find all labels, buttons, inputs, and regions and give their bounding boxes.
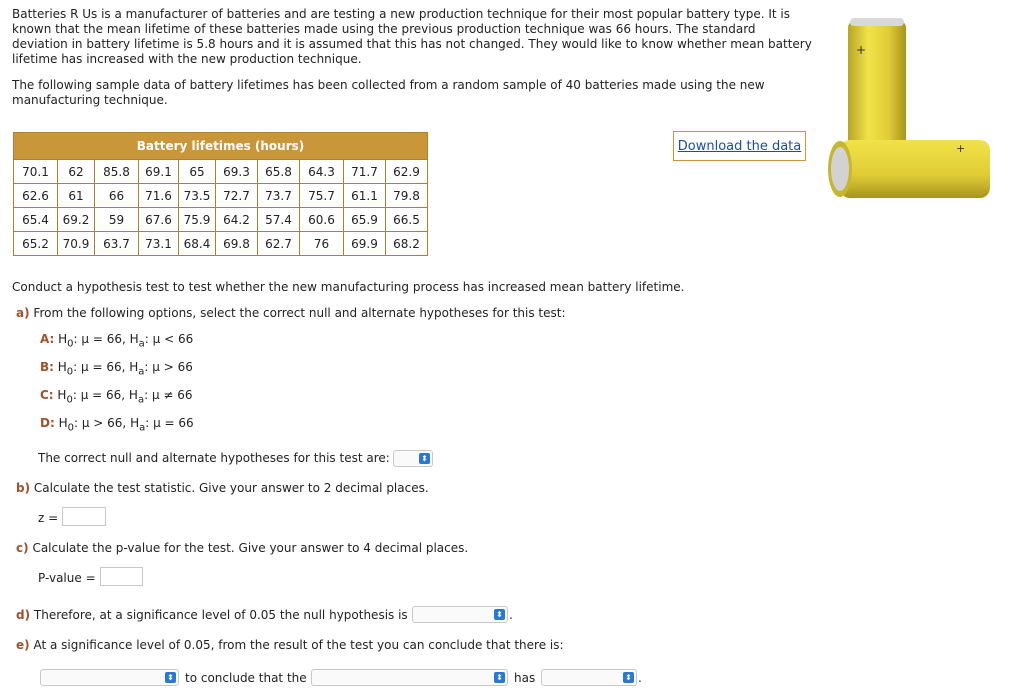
table-cell: 69.2 [58,208,95,232]
part-e-text: At a significance level of 0.05, from the result of the test you can conclude that there is: [33,638,564,652]
table-row [14,160,428,184]
part-c-text: Calculate the p-value for the test. Give your answer to 4 decimal places. [32,541,469,555]
hypotheses-select[interactable] [393,450,433,467]
table-cell: 61.1 [344,184,386,208]
intro-paragraph-2: The following sample data of battery lifetimes has been collected from a random sample of 40 batteries made using the new manufacturing technique. [12,78,765,107]
table-cell: 73.7 [258,184,300,208]
evidence-select[interactable] [40,669,179,686]
option-b-letter: B: [40,360,54,374]
table-cell: 61 [58,184,95,208]
table-row [14,232,428,256]
option-c-ha: μ ≠ 66 [151,388,193,402]
table-cell: 75.7 [300,184,344,208]
chevron-updown-icon: ⬍ [419,453,430,464]
option-a-letter: A: [40,332,55,346]
part-e-mid1: to conclude that the [185,671,307,685]
table-cell: 73.1 [139,232,179,256]
table-cell: 71.7 [344,160,386,184]
table-cell: 76 [300,232,344,256]
z-label: z = [38,511,59,525]
option-a-ha: μ < 66 [152,332,194,346]
table-row [14,184,428,208]
table-cell: 85.8 [95,160,139,184]
table-cell: 60.6 [300,208,344,232]
table-cell: 75.9 [179,208,216,232]
p-value-input[interactable] [100,567,143,586]
part-a-text: From the following options, select the correct null and alternate hypotheses for this test: [33,306,566,320]
table-cell: 72.7 [216,184,258,208]
table-cell: 65.9 [344,208,386,232]
table-row [14,208,428,232]
table-cell: 69.3 [216,160,258,184]
z-input[interactable] [62,507,106,526]
table-cell: 66.5 [386,208,428,232]
table-cell: 71.6 [139,184,179,208]
table-cell: 69.8 [216,232,258,256]
table-cell: 62.6 [14,184,58,208]
table-cell: 65.2 [14,232,58,256]
chevron-updown-icon: ⬍ [494,672,505,683]
table-cell: 67.6 [139,208,179,232]
part-c-letter: c) [16,541,29,555]
option-d-letter: D: [40,416,55,430]
option-c-h0: μ = 66, [80,388,126,402]
part-b-prompt [16,481,429,495]
null-hypothesis-decision-select[interactable] [412,606,508,623]
option-a-h0: μ = 66, [81,332,126,346]
table-cell: 69.9 [344,232,386,256]
svg-text:+: + [856,43,867,57]
option-b-ha: μ > 66 [152,360,193,374]
table-cell: 57.4 [258,208,300,232]
chevron-updown-icon: ⬍ [623,672,634,683]
part-a-letter: a) [16,306,30,320]
table-cell: 65.8 [258,160,300,184]
table-cell: 65.4 [14,208,58,232]
table-cell: 70.9 [58,232,95,256]
table-cell: 64.2 [216,208,258,232]
table-cell: 73.5 [179,184,216,208]
table-header: Battery lifetimes (hours) [14,133,428,160]
table-cell: 62.9 [386,160,428,184]
part-e-prompt [16,638,564,652]
part-b-text: Calculate the test statistic. Give your answer to 2 decimal places. [33,481,429,495]
table-cell: 79.8 [386,184,428,208]
option-c: C: $H_0$: μ = 66, $H_a$: μ ≠ 66 [40,388,193,406]
p-value-label: P-value = [38,571,96,585]
download-data-link[interactable]: Download the data [677,138,802,154]
part-c-prompt [16,541,468,555]
conclusion-direction-select[interactable] [541,669,637,686]
svg-text:+: + [956,142,966,155]
hypotheses-answer-label: The correct null and alternate hypotheses for this test are: [38,451,390,465]
option-d: D: $H_0$: μ > 66, $H_a$: μ = 66 [40,416,194,434]
option-b-h0: μ = 66, [81,360,126,374]
battery-illustration [820,12,1020,212]
table-cell: 63.7 [95,232,139,256]
part-a-prompt [16,306,566,320]
table-cell: 62.7 [258,232,300,256]
intro-paragraph-1: Batteries R Us is a manufacturer of batteries and are testing a new production technique for their most popular battery type. It is known that the mean lifetime of these batteries made using the previous production technique was 66 hours. The standard deviation in battery lifetime is 5.8 hours and it is assumed that this has not changed. They would like to know whether mean battery lifetime has increased with the new production technique. [12,7,812,66]
table-cell: 65 [179,160,216,184]
chevron-updown-icon: ⬍ [494,609,505,620]
table-cell: 68.2 [386,232,428,256]
part-d-prompt [16,608,408,622]
table-cell: 64.3 [300,160,344,184]
table-cell: 68.4 [179,232,216,256]
download-box [673,131,806,161]
option-b: B: $H_0$: μ = 66, $H_a$: μ > 66 [40,360,193,378]
task-statement: Conduct a hypothesis test to test whether the new manufacturing process has increased mean battery lifetime. [12,280,685,294]
table-cell: 59 [95,208,139,232]
battery-data-table [13,132,428,256]
table-cell: 69.1 [139,160,179,184]
option-a: A: $H_0$: μ = 66, $H_a$: μ < 66 [40,332,194,350]
part-d-text: Therefore, at a significance level of 0.05 the null hypothesis is [33,608,408,622]
table-cell: 66 [95,184,139,208]
table-cell: 70.1 [14,160,58,184]
part-d-letter: d) [16,608,31,622]
part-e-end: . [638,671,642,685]
option-d-ha: μ = 66 [153,416,194,430]
option-c-letter: C: [40,388,54,402]
chevron-updown-icon: ⬍ [165,672,176,683]
part-d-end: . [509,608,513,622]
conclusion-subject-select[interactable] [311,669,508,686]
option-d-h0: μ > 66, [81,416,127,430]
table-cell: 62 [58,160,95,184]
part-e-mid2: has [514,671,536,685]
part-b-letter: b) [16,481,31,495]
part-e-letter: e) [16,638,30,652]
